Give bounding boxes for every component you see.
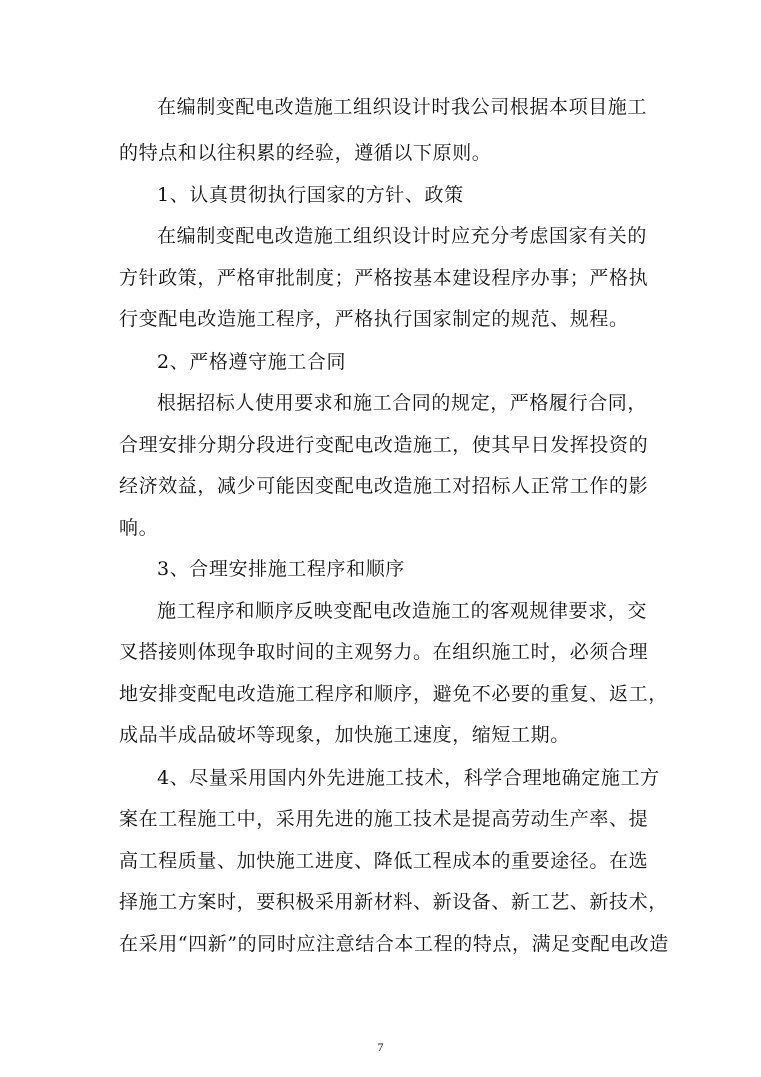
text-line-1: 在编制变配电改造施工组织设计时我公司根据本项目施工 <box>157 96 648 118</box>
heading-1: 1、认真贯彻执行国家的方针、政策 <box>157 184 464 206</box>
text-line-11: 响。 <box>119 517 159 539</box>
text-line-21: 在采用“四新”的同时应注意结合本工程的特点，满足变配电改造 <box>119 933 669 955</box>
text-line-13: 施工程序和顺序反映变配电改造施工的客观规律要求，交 <box>157 600 648 622</box>
heading-3: 3、合理安排施工程序和顺序 <box>157 558 405 580</box>
text-line-18: 案在工程施工中，采用先进的施工技术是提高劳动生产率、提 <box>119 808 649 830</box>
heading-2: 2、严格遵守施工合同 <box>157 351 347 373</box>
text-line-9: 合理安排分期分段进行变配电改造施工，使其早日发挥投资的 <box>119 434 649 456</box>
text-line-4: 在编制变配电改造施工组织设计时应充分考虑国家有关的 <box>157 225 648 247</box>
heading-4: 4、尽量采用国内外先进施工技术，科学合理地确定施工方 <box>157 767 660 789</box>
text-line-10: 经济效益，减少可能因变配电改造施工对招标人正常工作的影 <box>119 475 649 497</box>
text-line-20: 择施工方案时，要积极采用新材料、新设备、新工艺、新技术， <box>119 891 668 913</box>
text-line-16: 成品半成品破坏等现象，加快施工速度，缩短工期。 <box>119 724 570 746</box>
text-line-5: 方针政策，严格审批制度；严格按基本建设程序办事；严格执 <box>119 267 649 289</box>
page-number: 7 <box>377 1040 384 1054</box>
text-line-14: 叉搭接则体现争取时间的主观努力。在组织施工时，必须合理 <box>119 641 649 663</box>
text-line-15: 地安排变配电改造施工程序和顺序，避免不必要的重复、返工， <box>119 683 668 705</box>
text-line-19: 高工程质量、加快施工进度、降低工程成本的重要途径。在选 <box>119 850 649 872</box>
text-line-6: 行变配电改造施工程序，严格执行国家制定的规范、规程。 <box>119 308 629 330</box>
text-line-2: 的特点和以往积累的经验，遵循以下原则。 <box>119 142 492 164</box>
text-line-8: 根据招标人使用要求和施工合同的规定，严格履行合同， <box>157 392 648 414</box>
